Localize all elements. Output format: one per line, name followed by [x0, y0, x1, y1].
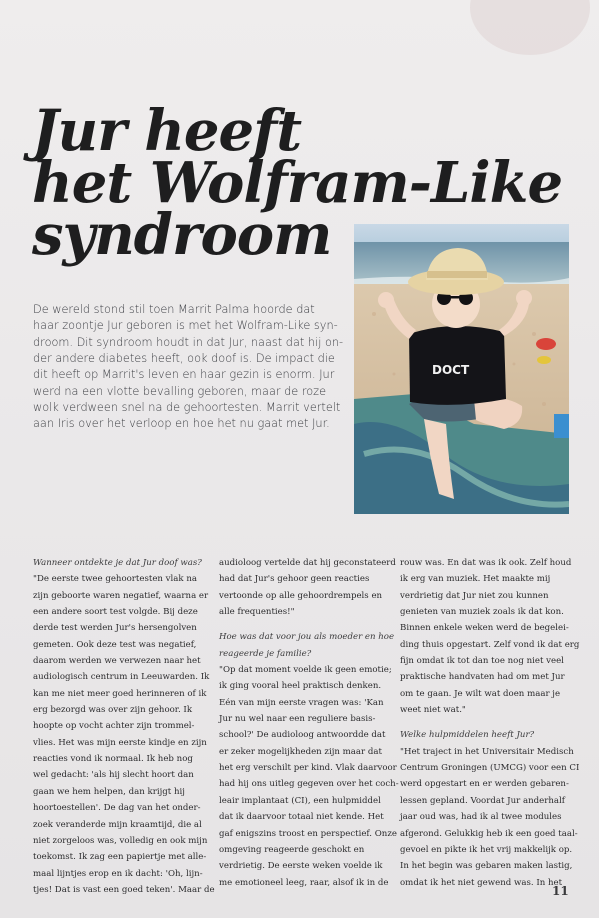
body-line: genieten van muziek zoals ik dat kon.: [400, 607, 564, 618]
title-line: syndroom: [32, 202, 332, 268]
body-line: In het begin was gebaren maken lastig,: [400, 861, 573, 872]
photo-boy-on-beach: [354, 224, 569, 514]
body-line: omgeving reageerde geschokt en: [219, 844, 365, 855]
intro-line: aan Iris over het verloop en hoe het nu gaat met Jur.: [33, 417, 330, 431]
body-line: omdat ik het niet gewend was. In het: [400, 877, 563, 888]
body-line: alle frequenties!": [219, 607, 295, 618]
body-line: fijn omdat ik tot dan toe nog niet veel: [400, 656, 564, 667]
body-line: "Op dat moment voelde ik geen emotie;: [219, 665, 392, 676]
body-line: leair implantaat (CI), een hulpmiddel: [219, 795, 381, 806]
page-number: 11: [552, 884, 569, 898]
body-line: verdrietig dat Jur niet zou kunnen: [400, 590, 549, 601]
body-line: verdrietig. De eerste weken voelde ik: [219, 861, 383, 872]
body-line: had hij ons uitleg gegeven over het coch-: [219, 779, 399, 790]
shirt-print: DOCT: [432, 363, 470, 377]
title-line: Jur heeft: [32, 98, 302, 164]
body-line: dat ik daarvoor totaal niet kende. Het: [219, 812, 384, 823]
body-line: weet niet wat.": [400, 705, 466, 716]
body-line: het erg verschilt per kind. Vlak daarvoor: [219, 763, 397, 774]
body-line: afgerond. Gelukkig heb ik een goed taal-: [400, 828, 578, 839]
body-line: school?' De audioloog antwoordde dat: [219, 730, 386, 741]
body-column-2: [219, 555, 399, 891]
interview-question: reageerde je familie?: [219, 648, 312, 659]
body-line: ik erg van muziek. Het maakte mij: [400, 574, 551, 585]
intro-line: haar zoontje Jur geboren is met het Wolfram-Like syn-: [33, 319, 338, 333]
body-line: rouw was. En dat was ik ook. Zelf houd: [400, 558, 572, 568]
body-line: lessen gepland. Voordat Jur anderhalf: [400, 795, 565, 806]
body-line: daarom werden we verwezen naar het: [33, 656, 201, 667]
intro-line: dit heeft op Marrit's leven en haar gezin is enorm. Jur: [33, 368, 335, 382]
body-line: niet zorgeloos was, volledig en ook mijn: [33, 835, 208, 846]
intro-line: der andere diabetes heeft, ook doof is. De impact die: [33, 352, 335, 366]
body-line: ik ging vooral heel praktisch denken.: [219, 681, 382, 692]
body-line: werd opgestart en er werden gebaren-: [400, 779, 569, 790]
body-column-3: [400, 555, 580, 891]
body-line: derde test werden Jur's hersengolven: [33, 623, 197, 634]
body-line: wel gedacht: 'als hij slecht hoort dan: [33, 770, 194, 781]
body-line: kan me niet meer goed herinneren of ik: [33, 688, 207, 699]
interview-question: Welke hulpmiddelen heeft Jur?: [400, 730, 535, 741]
body-line: jaar oud was, had ik al twee modules: [400, 812, 562, 823]
body-line: toekomst. Ik zag een papiertje met alle-: [33, 852, 207, 863]
body-line: "Het traject in het Universitair Medisch: [400, 746, 574, 757]
title-line: het Wolfram-Like: [32, 150, 563, 216]
body-line: vlies. Het was mijn eerste kindje en zijn: [33, 737, 207, 748]
body-line: gaan we hem helpen, dan krijgt hij: [33, 786, 185, 797]
body-line: een andere soort test volgde. Bij deze: [33, 607, 198, 618]
body-line: hoortoestellen'. De dag van het onder-: [33, 803, 201, 814]
intro-line: wolk verdween snel na de gehoortesten. Marrit vertelt: [33, 401, 341, 415]
interview-question: Wanneer ontdekte je dat Jur doof was?: [33, 558, 202, 568]
body-line: Jur nu wel naar een reguliere basis-: [219, 714, 376, 725]
decorative-circle: [470, 0, 590, 55]
body-line: ding thuis opgestart. Zelf vond ik dat erg: [400, 639, 580, 650]
body-column-1: [33, 555, 215, 898]
intro-line: werd na een vlotte bevalling geboren, maar de roze: [33, 384, 327, 398]
beach-photo-illustration: [354, 224, 569, 514]
body-line: gemeten. Ook deze test was negatief,: [33, 639, 197, 650]
body-line: zijn geboorte waren negatief, waarna er: [33, 590, 209, 601]
body-line: vertoonde op alle gehoordrempels en: [219, 590, 383, 601]
body-line: gevoel en pikte ik het vrij makkelijk op.: [400, 844, 573, 855]
body-line: erg bezorgd was over zijn gehoor. Ik: [33, 705, 193, 716]
intro-line: droom. Dit syndroom houdt in dat Jur, naast dat hij on-: [33, 335, 344, 349]
body-line: me emotioneel leeg, raar, alsof ik in de: [219, 877, 389, 888]
body-line: hoopte op vocht achter zijn trommel-: [33, 721, 195, 732]
body-line: tjes! Dat is vast een goed teken'. Maar de: [33, 884, 215, 895]
intro-line: De wereld stond stil toen Marrit Palma hoorde dat: [33, 303, 315, 316]
body-line: zoek veranderde mijn kraamtijd, die al: [33, 819, 202, 830]
body-line: had dat Jur's gehoor geen reacties: [219, 574, 370, 585]
body-line: audiologisch centrum in Leeuwarden. Ik: [33, 672, 210, 683]
interview-question: Hoe was dat voor jou als moeder en hoe: [219, 632, 395, 643]
body-line: reacties vond ik normaal. Ik heb nog: [33, 754, 193, 765]
body-line: maal lijntjes erop en ik dacht: 'Oh, lijn-: [33, 868, 203, 879]
body-line: "De eerste twee gehoortesten vlak na: [33, 574, 197, 585]
body-line: audioloog vertelde dat hij geconstateerd: [219, 558, 396, 568]
body-line: er zeker mogelijkheden zijn maar dat: [219, 746, 382, 757]
article-intro: [33, 302, 349, 433]
body-line: om te gaan. Je wilt wat doen maar je: [400, 688, 561, 699]
body-line: gaf enigszins troost en perspectief. Onze: [219, 828, 397, 839]
body-line: Eén van mijn eerste vragen was: 'Kan: [219, 697, 384, 708]
body-line: praktische handvaten had om met Jur: [400, 672, 565, 683]
body-line: Centrum Groningen (UMCG) voor een CI: [400, 763, 580, 774]
body-line: Binnen enkele weken werd de begelei-: [400, 623, 569, 634]
